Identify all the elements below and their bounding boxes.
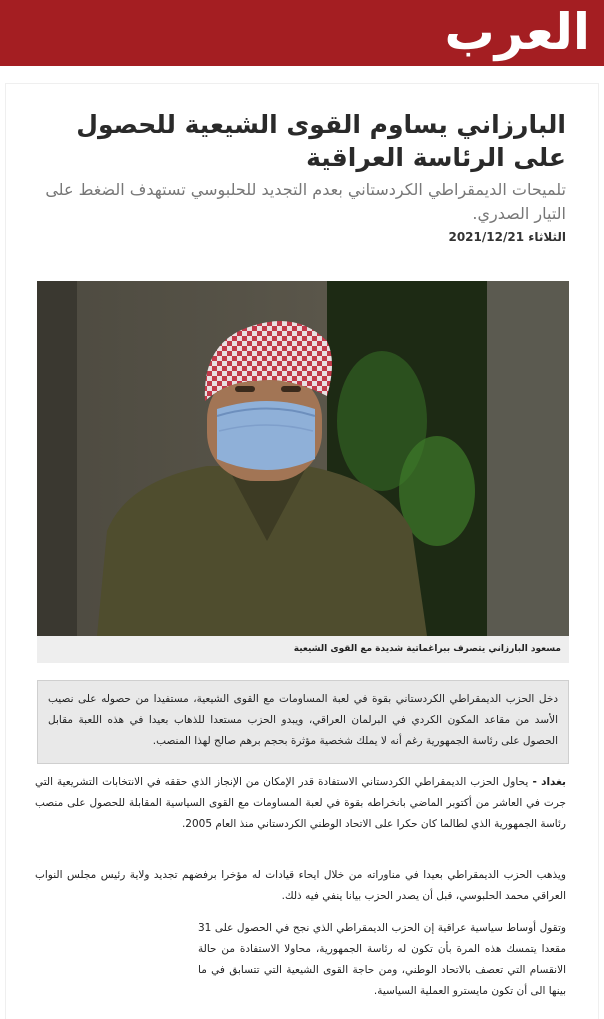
photo-caption-bar bbox=[37, 636, 569, 663]
site-logo[interactable]: العرب bbox=[444, 3, 590, 61]
article-photo bbox=[37, 281, 569, 636]
photo-illustration bbox=[37, 281, 569, 636]
article-paragraph-3: وتقول أوساط سياسية عراقية إن الحزب الديمقراطي الذي نجح في الحصول على 31 مقعدا يتمسك هذه المرة بأن تكون له رئاسة الجمهورية، محاولا الاستفادة من حالة الانقسام التي تعصف بالاتحاد الوطني، ومن حاجة القوى الشيعية التي تتسابق في ما بينها الى أن تكون مايسترو العملية السياسية. bbox=[198, 922, 566, 997]
dateline-separator: - bbox=[528, 776, 542, 788]
article-container bbox=[5, 83, 599, 1019]
article-subtitle: تلميحات الديمقراطي الكردستاني بعدم التجديد للحلبوسي تستهدف الضغط على التيار الصدري. bbox=[45, 180, 566, 223]
paragraph-1-text: يحاول الحزب الديمقراطي الكردستاني الاستفادة قدر الإمكان من الإنجاز الذي حققه في الانتخابات التشريعية التي جرت في العاشر من أكتوبر الماضي بانخراطه بقوة في لعبة المساومات مع القوى السياسية المقابلة للحصول على منصب رئاسة الجمهورية الذي لطالما كان حكرا على الاتحاد الوطني الكردستاني منذ العام 2005. bbox=[35, 776, 566, 830]
article-date: الثلاثاء 2021/12/21 bbox=[448, 230, 566, 244]
article-headline: البارزاني يساوم القوى الشيعية للحصول على الرئاسة العراقية bbox=[76, 110, 566, 172]
site-header bbox=[0, 0, 604, 66]
article-summary: دخل الحزب الديمقراطي الكردستاني بقوة في لعبة المساومات مع القوى الشيعية، مستفيدا من حصوله على نصيب الأسد من مقاعد المكون الكردي في البرلمان العراقي، ويبدو الحزب مستعدا للذهاب بعيدا في هذه اللعبة مقابل الحصول على رئاسة الجمهورية رغم أنه لا يملك شخصية مؤثرة بحجم برهم صالح لهذا المنصب. bbox=[37, 680, 569, 764]
dateline: بغداد bbox=[541, 776, 566, 788]
article-paragraph-1 bbox=[35, 772, 566, 835]
photo-caption: مسعود البارزاني يتصرف ببراغماتية شديدة مع القوى الشيعية bbox=[293, 644, 561, 654]
article-paragraph-2: ويذهب الحزب الديمقراطي بعيدا في مناوراته من خلال ايحاء قيادات له مؤخرا برفضهم تجديد ولاية رئيس مجلس النواب العراقي محمد الحلبوسي، قبل أن يصدر الحزب بيانا ينفي فيه ذلك. bbox=[35, 869, 566, 902]
